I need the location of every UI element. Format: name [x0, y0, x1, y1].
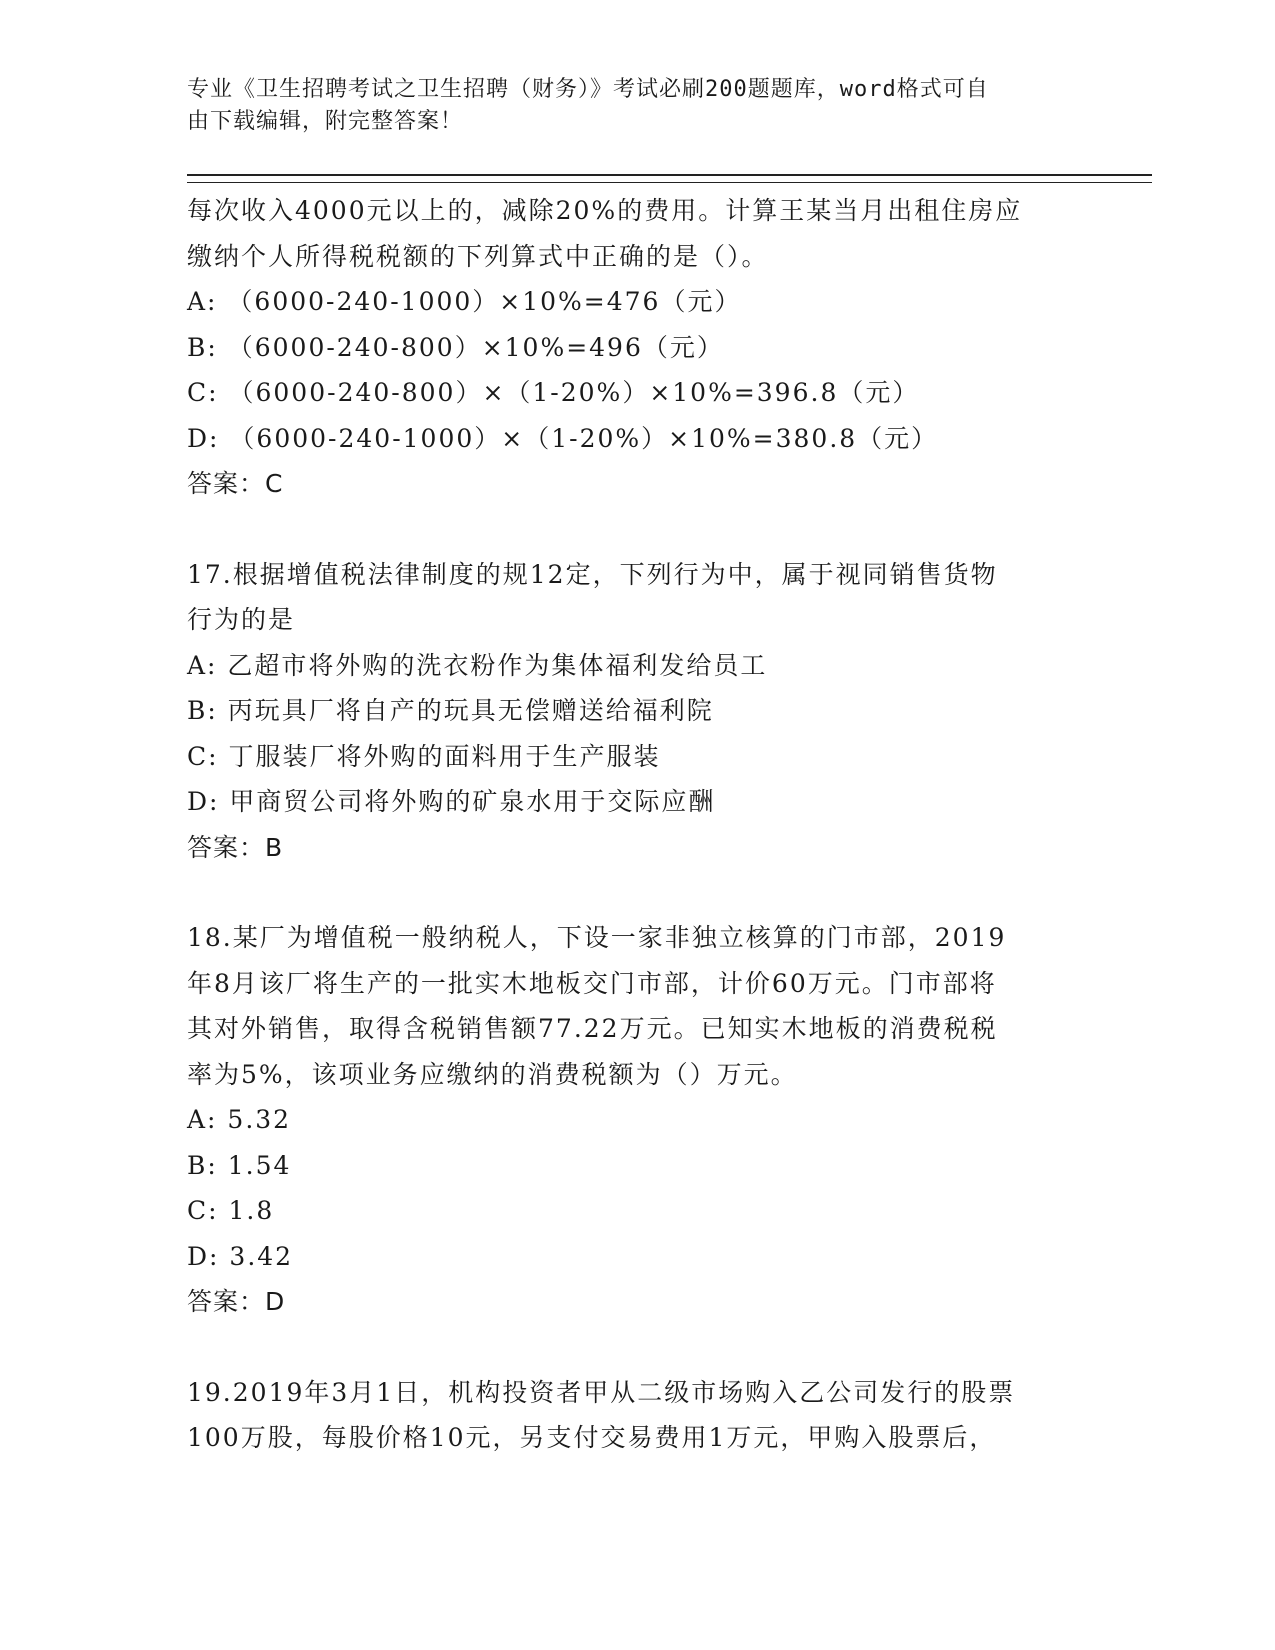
- question-stem-line: 100万股，每股价格10元，另支付交易费用1万元，甲购入股票后，: [187, 1423, 997, 1452]
- question-16-continued: [187, 188, 1087, 507]
- option-a: A: 乙超市将外购的洗衣粉作为集体福利发给员工: [187, 650, 768, 680]
- spacer: [187, 870, 1087, 915]
- option-a: A: 5.32: [187, 1105, 292, 1134]
- option-a: A: （6000-240-1000）×10%=476（元）: [187, 287, 742, 316]
- document-header: [187, 74, 1067, 138]
- option-b: B: 丙玩具厂将自产的玩具无偿赠送给福利院: [187, 696, 714, 725]
- answer-line: 答案：C: [187, 469, 284, 498]
- option-d: D: （6000-240-1000）×（1-20%）×10%=380.8（元）: [187, 423, 939, 453]
- question-stem-line: 其对外销售，取得含税销售额77.22万元。已知实木地板的消费税税: [187, 1014, 998, 1043]
- question-stem-line: 18.某厂为增值税一般纳税人，下设一家非独立核算的门市部，2019: [187, 923, 1007, 952]
- question-18: [187, 915, 1087, 1325]
- answer-line: 答案：D: [187, 1287, 286, 1316]
- option-c: C: 1.8: [187, 1196, 275, 1225]
- option-b: B: （6000-240-800）×10%=496（元）: [187, 332, 724, 362]
- option-c: C: 丁服装厂将外购的面料用于生产服装: [187, 741, 661, 771]
- question-stem-line: 每次收入4000元以上的，减除20%的费用。计算王某当月出租住房应: [187, 196, 1023, 225]
- question-stem-line: 17.根据增值税法律制度的规12定，下列行为中，属于视同销售货物: [187, 559, 998, 589]
- question-stem-line: 19.2019年3月1日，机构投资者甲从二级市场购入乙公司发行的股票: [187, 1377, 1016, 1407]
- header-line-2: 由下载编辑，附完整答案！: [187, 109, 464, 134]
- question-19: [187, 1370, 1087, 1461]
- option-d: D: 甲商贸公司将外购的矿泉水用于交际应酬: [187, 787, 716, 816]
- answer-line: 答案：B: [187, 832, 284, 862]
- question-stem-line: 行为的是: [187, 605, 296, 634]
- question-stem-line: 率为5%，该项业务应缴纳的消费税额为（）万元。: [187, 1059, 798, 1089]
- header-line-1: 专业《卫生招聘考试之卫生招聘（财务）》考试必刷200题题库，word格式可自: [187, 77, 989, 102]
- header-divider: [187, 174, 1152, 183]
- question-17: [187, 552, 1087, 871]
- question-stem-line: 缴纳个人所得税税额的下列算式中正确的是（）。: [187, 241, 769, 271]
- spacer: [187, 1325, 1087, 1370]
- option-b: B: 1.54: [187, 1150, 292, 1180]
- question-list: [187, 188, 1087, 1461]
- spacer: [187, 507, 1087, 552]
- question-stem-line: 年8月该厂将生产的一批实木地板交门市部，计价60万元。门市部将: [187, 968, 997, 998]
- option-d: D: 3.42: [187, 1241, 294, 1271]
- option-c: C: （6000-240-800）×（1-20%）×10%=396.8（元）: [187, 378, 920, 407]
